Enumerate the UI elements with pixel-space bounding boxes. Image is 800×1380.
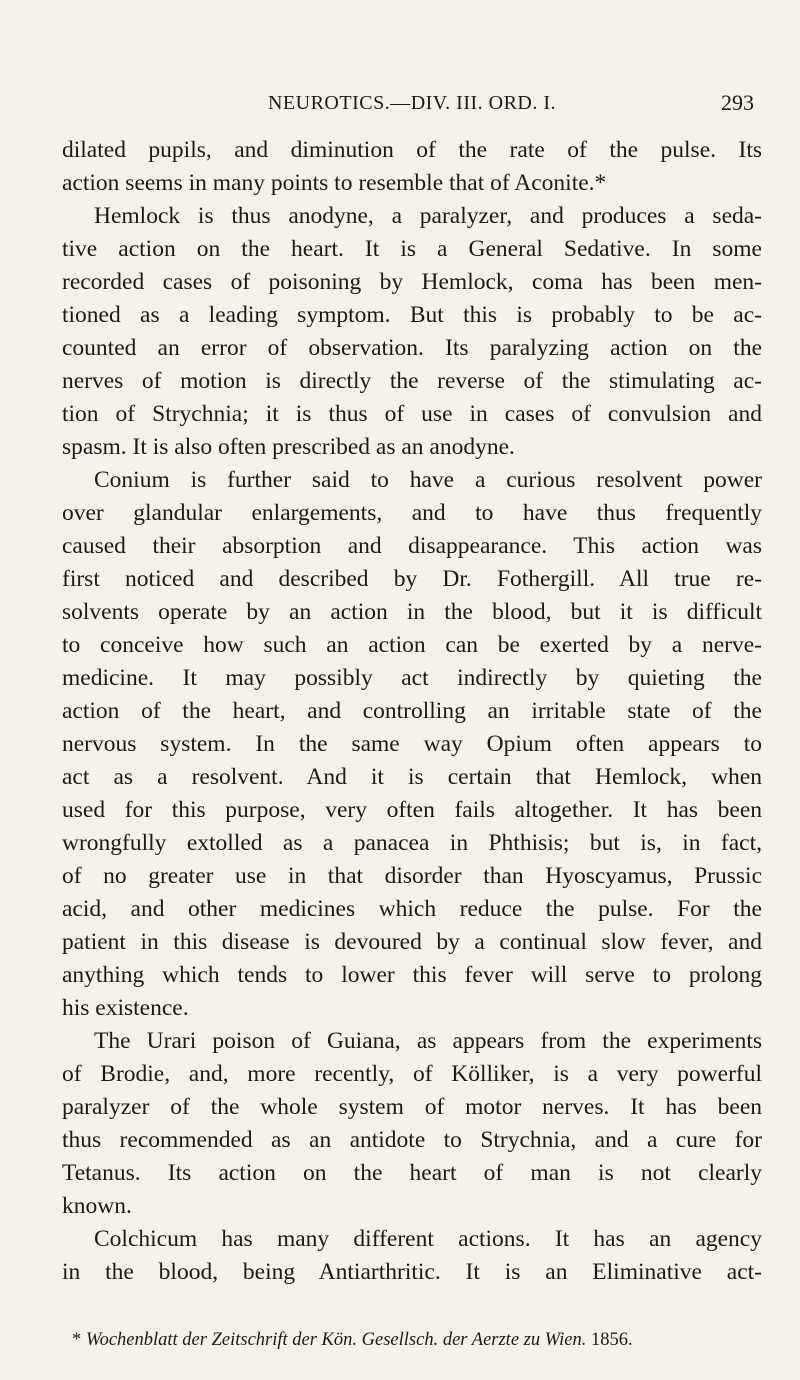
text-line: patient in this disease is devoured by a continual slow fever, and	[62, 929, 762, 955]
text-line: solvents operate by an action in the blood, but it is difficult	[62, 599, 762, 625]
text-line: Tetanus. Its action on the heart of man is not clearly	[62, 1160, 762, 1186]
text-line: caused their absorption and disappearance. This action was	[62, 533, 762, 559]
text-line: of Brodie, and, more recently, of Kölliker, is a very powerful	[62, 1061, 762, 1087]
footnote-citation: Wochenblatt der Zeitschrift der Kön. Gesellsch. der Aerzte zu Wien.	[85, 1330, 587, 1350]
text-line: tioned as a leading symptom. But this is probably to be ac-	[62, 302, 762, 328]
text-line: of no greater use in that disorder than Hyoscyamus, Prussic	[62, 863, 762, 889]
text-line: medicine. It may possibly act indirectly by quieting the	[62, 665, 762, 691]
text-line: spasm. It is also often prescribed as an anodyne.	[62, 434, 515, 460]
text-line: tion of Strychnia; it is thus of use in cases of convulsion and	[62, 401, 762, 427]
text-line: acid, and other medicines which reduce the pulse. For the	[62, 896, 762, 922]
page-number: 293	[721, 90, 754, 115]
footnote-marker: *	[72, 1330, 82, 1350]
text-line: nerves of motion is directly the reverse of the stimulating ac-	[62, 368, 762, 394]
footnote-year: 1856.	[590, 1330, 633, 1350]
text-line: Colchicum has many different actions. It has an agency	[94, 1226, 762, 1252]
text-line: in the blood, being Antiarthritic. It is an Eliminative act-	[62, 1259, 762, 1285]
text-line: wrongfully extolled as a panacea in Phthisis; but is, in fact,	[62, 830, 762, 856]
body-text	[62, 134, 762, 1289]
text-line: anything which tends to lower this fever will serve to prolong	[62, 962, 762, 988]
text-line: dilated pupils, and diminution of the rate of the pulse. Its	[62, 137, 762, 163]
text-line: tive action on the heart. It is a General Sedative. In some	[62, 236, 762, 262]
text-line: Conium is further said to have a curious resolvent power	[94, 467, 762, 493]
text-line: action seems in many points to resemble that of Aconite.*	[62, 170, 607, 196]
text-line: over glandular enlargements, and to have thus frequently	[62, 500, 762, 526]
text-line: used for this purpose, very often fails altogether. It has been	[62, 797, 762, 823]
text-line: his existence.	[62, 995, 189, 1021]
text-line: to conceive how such an action can be exerted by a nerve-	[62, 632, 762, 658]
text-line: act as a resolvent. And it is certain that Hemlock, when	[62, 764, 762, 790]
running-header	[62, 88, 762, 118]
text-line: first noticed and described by Dr. Fothergill. All true re-	[62, 566, 762, 592]
text-line: known.	[62, 1193, 132, 1219]
text-line: action of the heart, and controlling an irritable state of the	[62, 698, 762, 724]
text-line: counted an error of observation. Its paralyzing action on the	[62, 335, 762, 361]
text-line: nervous system. In the same way Opium often appears to	[62, 731, 762, 757]
text-line: recorded cases of poisoning by Hemlock, coma has been men-	[62, 269, 762, 295]
footnote	[72, 1327, 762, 1353]
text-line: paralyzer of the whole system of motor nerves. It has been	[62, 1094, 762, 1120]
text-line: thus recommended as an antidote to Strychnia, and a cure for	[62, 1127, 762, 1153]
header-title: NEUROTICS.—DIV. III. ORD. I.	[267, 92, 557, 114]
text-line: The Urari poison of Guiana, as appears from the experiments	[94, 1028, 762, 1054]
text-line: Hemlock is thus anodyne, a paralyzer, and produces a seda-	[94, 203, 762, 229]
